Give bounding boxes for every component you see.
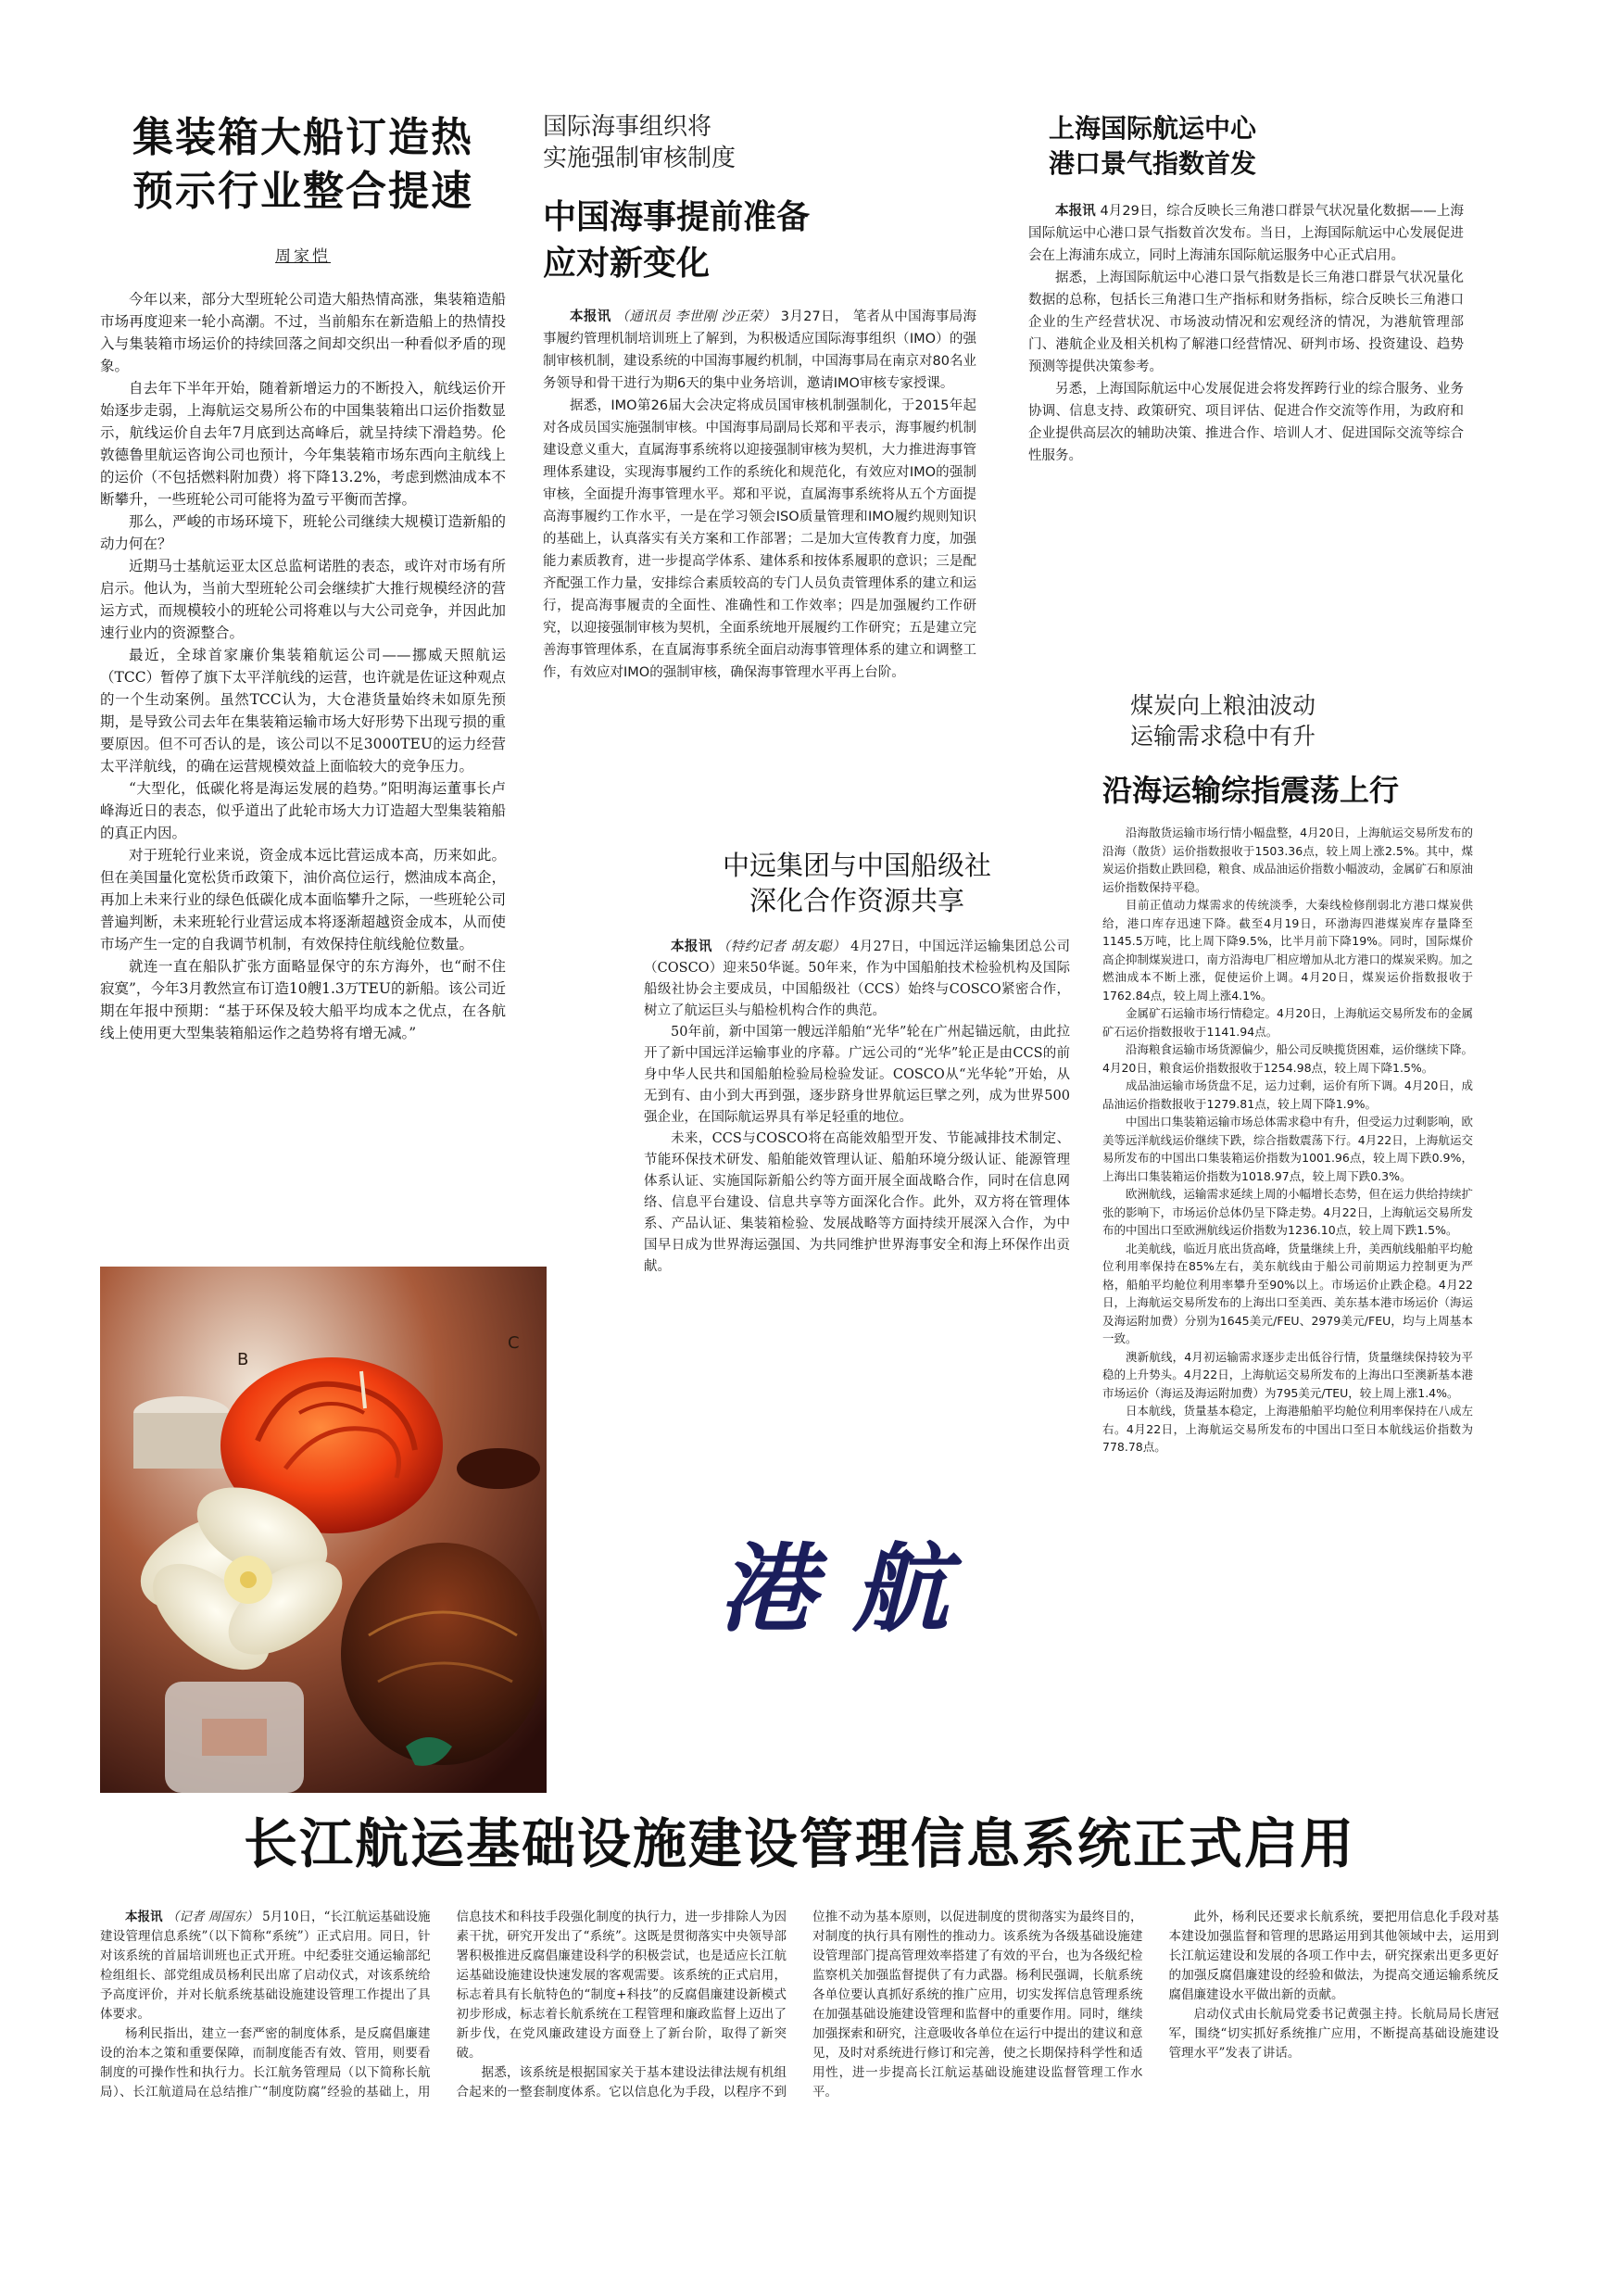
article-cosco (644, 848, 1070, 1367)
paragraph: 沿海散货运输市场行情小幅盘整，4月20日，上海航运交易所发布的沿海（散货）运价指数报收于1503.36点，较上周上涨2.5%。其中，煤炭运价指数止跌回稳，粮食、成品油运价指数小幅波动，金属矿石和原油运价指数保持平稳。 (1102, 826, 1474, 894)
paragraph: “大型化，低碳化将是海运发展的趋势。”阳明海运董事长卢峰海近日的表态，似乎道出了此轮市场大力订造超大型集装箱船的真正内因。 (100, 780, 506, 841)
article-coastal-index (1102, 690, 1473, 1751)
paragraph (1028, 200, 1464, 267)
paragraph: 目前正值动力煤需求的传统淡季，大秦线检修削弱北方港口煤炭供给，港口库存迅速下降。截至4月19日，环渤海四港煤炭库存量降至1145.5万吨，比上周下降9.5%，比半月前下降19%。同时，国际煤价高企抑制煤炭进口，南方沿海电厂相应增加从北方港口的煤炭采购。加之燃油成本不断上涨，促使运价上调。4月20日，煤炭运价指数报收于1762.84点，较上周上涨4.1%。 (1102, 898, 1474, 1003)
tealight-left-body (133, 1413, 230, 1469)
paragraph: 金属矿石运输市场行情稳定。4月20日，上海航运交易所发布的金属矿石运价指数报收于1141.94点。 (1102, 1006, 1473, 1039)
paragraph: 澳新航线，4月初运输需求逐步走出低谷行情，货量继续保持较为平稳的上升势头。4月22日，上海航运交易所发布的上海出口至澳新基本港市场运价（海运及海运附加费）为795美元/TEU，较上周上涨1.4%。 (1102, 1349, 1473, 1400)
paragraph: 此外，杨利民还要求长航系统，要把用信息化手段对基本建设加强监督和管理的思路运用到其他领域中去，运用到长江航运建设和发展的各项工作中去，研究探索出更多更好的加强反腐倡廉建设的经验和做法，为提高交通运输系统反腐倡廉建设水平做出新的贡献。 (1168, 1910, 1499, 2002)
paragraph: 沿海粮食运输市场货源偏少，船公司反映揽货困难，运价继续下降。4月20日，粮食运价指数报收于1254.98点，较上周下降1.5%。 (1102, 1042, 1474, 1075)
headline (100, 111, 506, 219)
article-container-ships (100, 111, 506, 1084)
paragraph: 北美航线，临近月底出货高峰，货量继续上升，美西航线船舶平均舱位利用率保持在85%左右，美东航线由于船公司前期运力控制更为严格，船舶平均舱位利用率攀升至90%以上。市场运价止跌企稳。4月22日，上海航运交易所发布的上海出口至美西、美东基本港市场运价（海运及海运附加费）分别为1645美元/FEU、2979美元/FEU，均与上周基本一致。 (1102, 1241, 1474, 1345)
paragraph: 杨利民指出，建立一套严密的制度体系，是反腐倡廉建设的治本之策和重要保障，而制度能否有效、管用，则要看制度的可操作性和执行力。长江航务管理局（以下简称长航局）、长江航道局在总结推广“制度防腐”经验的基础上，用信息技术和科技手段强化制度的执行力，进一步排除人为因素干扰，研究开发出了“系统”。这既是贯彻落实中央领导部署积极推进反腐倡廉建设科学的积极尝试，也是适应长江航运基础设施建设快速发展的客观需要。该系统的正式启用，标志着具有长航特色的“制度+科技”的反腐倡廉建设新模式初步形成，标志着长航系统在工程管理和廉政监督上迈出了新步伐，在党风廉政建设方面登上了新台阶，取得了新突破。 (100, 1910, 787, 2100)
photo-label-b: B (237, 1350, 249, 1369)
headline-line: 预示行业整合提速 (132, 168, 473, 215)
paragraph: 今年以来，部分大型班轮公司造大船热情高涨，集装箱造船市场再度迎来一轮小高潮。不过，当前船东在新造船上的热情投入与集装箱市场运价的持续回落之间却交织出一种看似矛盾的现象。 (100, 291, 506, 374)
paragraph: 那么，严峻的市场环境下，班轮公司继续大规模订造新船的动力何在？ (100, 513, 506, 552)
article-body (543, 306, 976, 684)
paragraph-text: 4月29日，综合反映长三角港口群景气状况量化数据——上海国际航运中心港口景气指数首次发布。当日，上海国际航运中心发展促进会在上海浦东成立，同时上海浦东国际航运服务中心正式启用。 (1028, 204, 1464, 263)
headline-line: 港口景气指数首发 (1049, 148, 1257, 179)
article-body (100, 288, 506, 1044)
paragraph (543, 306, 976, 395)
dateline: 3月27日， (780, 309, 849, 324)
paragraph: 启动仪式由长航局党委书记黄强主持。长航局局长唐冠军，围绕“切实抓好系统推广应用，不断提高基础设施建设管理水平”发表了讲话。 (1168, 2007, 1499, 2061)
headline-line: 上海国际航运中心 (1049, 113, 1257, 144)
kicker (1102, 690, 1473, 751)
section-title: 港航 (718, 1532, 986, 1646)
paragraph (644, 937, 1070, 1022)
photo-frame-edge (100, 1255, 547, 1267)
lead-marker: 本报讯 (125, 1910, 163, 1924)
paragraph: 欧洲航线，运输需求延续上周的小幅增长态势，但在运力供给持续扩张的影响下，市场运价总体仍呈下降走势。4月22日，上海航运交易所发布的中国出口至欧洲航线运价指数为1236.10点，较上周下跌1.5%。 (1102, 1187, 1474, 1237)
headline (644, 848, 1070, 918)
paragraph: 最近，全球首家廉价集装箱航运公司——挪威天照航运（TCC）暂停了旗下太平洋航线的运营，也许就是佐证这种观点的一个生动案例。虽然TCC认为，大仓港货量始终未如原先预期，是导致公司去年在集装箱运输市场大好形势下出现亏损的重要原因。但不可否认的是，该公司以不足3000TEU的运力经营太平洋航线，的确在运营规模效益上面临较大的竞争压力。 (100, 647, 506, 775)
article-body (1102, 824, 1473, 1457)
kicker-line: 国际海事组织将 (543, 113, 712, 141)
byline-author: 周家恺 (275, 247, 331, 266)
article-imo (543, 111, 976, 815)
paragraph: 未来，CCS与COSCO将在高能效船型开发、节能减排技术制定、节能环保技术研发、船舶能效管理认证、船舶环境分级认证、能源管理体系认证、实施国际新船公约等方面开展全面战略合作，同时在信息网络、信息平台建设、信息共享等方面深化合作。此外，双方将在管理体系、产品认证、集装箱检验、发展战略等方面持续开展深入合作，为中国早日成为世界海运强国、为共同维护世界海事安全和海上环保作出贡献。 (644, 1131, 1070, 1274)
paragraph-text: 5月10日，“长江航运基础设施建设管理信息系统”（以下简称“系统”）正式启用。同日，针对该系统的首届培训班也正式开班。中纪委驻交通运输部纪检组组长、部党组成员杨利民出席了启动仪式，对该系统给予高度评价，并对长航系统基础设施建设管理工作提出了具体要求。 (100, 1910, 431, 2022)
paragraph: 近期马士基航运亚太区总监柯诺胜的表态，或许对市场有所启示。他认为，当前大型班轮公司会继续扩大推行规模经济的营运方式，而规模较小的班轮公司将难以与大公司竞争，并因此加速行业内的资源整合。 (100, 558, 506, 641)
paragraph: 据悉，上海国际航运中心港口景气指数是长三角港口群景气状况量化数据的总称，包括长三角港口生产指标和财务指标，综合反映长三角港口企业的生产经营状况、市场波动情况和宏观经济的情况，为港航管理部门、港航企业及相关机构了解港口经营情况、研判市场、投资建设、趋势预测等提供决策参考。 (1028, 271, 1464, 374)
headline: 长江航运基础设施建设管理信息系统正式启用 (243, 1812, 1355, 1875)
byline: （记者 周国东） (166, 1910, 258, 1924)
article-body (100, 1908, 1499, 2204)
article-body (644, 937, 1070, 1278)
paragraph: 对于班轮行业来说，资金成本远比营运成本高，历来如此。但在美国量化宽松货币政策下，油价高位运行，燃油成本高企，再加上未来行业的绿色低碳化成本面临攀升之际，一些班轮公司普遍判断，未来班轮行业营运成本将逐渐超越资金成本，从而使市场产生一定的自我调节机制，有效保持住航线舱位数量。 (100, 847, 506, 952)
paragraph-text: 笔者从中国海事局海事履约管理机制培训班上了解到，为积极适应国际海事组织（IMO）的强制审核机制，建设系统的中国海事履约机制，中国海事局在南京对80名业务领导和骨干进行为期6天的集中业务培训，邀请IMO审核专家授课。 (543, 309, 977, 391)
headline-line: 集装箱大船订造热 (132, 114, 473, 161)
jar-label (202, 1719, 267, 1756)
candle-holder-right (457, 1448, 540, 1489)
article-body (1028, 200, 1464, 467)
kicker-line: 运输需求稳中有升 (1130, 723, 1316, 750)
paragraph: 50年前，新中国第一艘远洋船舶“光华”轮在广州起锚远航，由此拉开了新中国远洋运输事业的序幕。广远公司的“光华”轮正是由CCS的前身中华人民共和国船舶检验局检验发证。COSCO从“光华轮”开始，从无到有、由小到大再到强，逐步跻身世界航运巨擘之列，成为世界500强企业，在国际航运界具有举足轻重的地位。 (644, 1025, 1070, 1125)
headline-line: 中远集团与中国船级社 (722, 850, 991, 881)
paragraph: 据悉，IMO第26届大会决定将成员国审核机制强制化，于2015年起对各成员国实施强制审核。中国海事局副局长郑和平表示，海事履约机制建设意义重大，直属海事系统将以迎接强制审核为契机，大力推进海事管理体系建设，实现海事履约工作的系统化和规范化，有效应对IMO的强制审核，全面提升海事管理水平。郑和平说，直属海事系统将从五个方面提高海事履约工作水平，一是在学习领会ISO质量管理和IMO履约规则知识的基础上，认真落实有关方案和工作部署；二是加大宣传教育力度，加强能力素质教育，进一步提高学体系、建体系和按体系履职的意识；三是配齐配强工作力量，安排综合素质较高的专门人员负责管理体系的建立和运行，提高海事履责的全面性、准确性和工作效率；四是加强履约工作研究，以迎接强制审核为契机，全面系统地开展履约工作研究；五是建立完善海事管理体系，在直属海事系统全面启动海事管理体系的建立和调整工作，有效应对IMO的强制审核，确保海事管理水平再上台阶。 (543, 398, 976, 680)
headline-line: 中国海事提前准备 (543, 198, 811, 236)
paragraph: 成品油运输市场货盘不足，运力过剩，运价有所下调。4月20日，成品油运价指数报收于1279.81点，较上周下降1.9%。 (1102, 1078, 1473, 1111)
kicker-line: 煤炭向上粮油波动 (1130, 692, 1316, 719)
byline: （通讯员 李世刚 沙正荣） (615, 309, 776, 324)
paragraph: 另悉，上海国际航运中心发展促进会将发挥跨行业的综合服务、业务协调、信息支持、政策研究、项目评估、促进合作交流等作用，为政府和企业提供高层次的辅助决策、推进合作、培训人才、促进国际交流等综合性服务。 (1028, 382, 1464, 463)
paragraph: 自去年下半年开始，随着新增运力的不断投入，航线运价开始逐步走弱，上海航运交易所公布的中国集装箱出口运价指数显示，航线运价自去年7月底到达高峰后，就呈持续下滑趋势。伦敦德鲁里航运咨询公司也预计，今年集装箱市场东西向主航线上的运价（不包括燃料附加费）将下降13.2%，考虑到燃油成本不断攀升，一些班轮公司可能将为盈亏平衡而苦撑。 (100, 380, 506, 508)
article-yangtze (100, 1811, 1499, 2238)
candle-photo-illustration (100, 1255, 547, 1793)
headline-line: 应对新变化 (543, 245, 711, 283)
byline: （特约记者 胡友聪） (716, 940, 847, 954)
paragraph: 日本航线，货量基本稳定，上海港船舶平均舱位利用率保持在八成左右。4月22日，上海航运交易所发布的中国出口至日本航线运价指数为778.78点。 (1102, 1404, 1474, 1454)
headline (543, 195, 976, 287)
kicker-line: 实施强制审核制度 (543, 145, 736, 172)
headline: 沿海运输综指震荡上行 (1102, 773, 1400, 808)
lead-marker: 本报讯 (1055, 204, 1096, 219)
paragraph: 中国出口集装箱运输市场总体需求稳中有升，但受运力过剩影响，欧美等远洋航线运价继续下跌，综合指数震荡下行。4月22日，上海航运交易所发布的中国出口集装箱运价指数为1001.96点，较上周下跌0.9%，上海出口集装箱运价指数为1018.97点，较上周下跌0.3%。 (1102, 1115, 1474, 1183)
lead-marker: 本报讯 (671, 940, 712, 954)
paragraph (100, 1908, 431, 2024)
photo-candles (100, 1255, 547, 1793)
photo-label-c: C (508, 1333, 520, 1353)
paragraph: 就连一直在船队扩张方面略显保守的东方海外，也“耐不住寂寞”，今年3月教然宣布订造10艘1.3万TEU的新船。该公司近期在年报中预期：“基于环保及较大船平均成本之优点，在各航线上使用更大型集装箱船运作之趋势将有增无减。” (100, 958, 506, 1041)
dark-pot (341, 1543, 545, 1765)
paragraph: 据悉，该系统是根据国家关于基本建设法律法规有机组合起来的一整套制度体系。它以信息化为手段，以程序不到位推不动为基本原则，以促进制度的贯彻落实为最终目的，对制度的执行具有刚性的推动力。该系统为各级基础设施建设管理部门提高管理效率搭建了有效的平台，也为各级纪检监察机关加强监督提供了有力武器。杨利民强调，长航系统各单位要认真抓好系统的推广应用，切实发挥信息管理系统在加强基础设施建设管理和监督中的重要作用。同时，继续加强探索和研究，注意吸收各单位在运行中提出的建议和意见，及时对系统进行修订和完善，使之长期保持科学性和适用性，进一步提高长江航运基础设施建设监督管理工作水平。 (456, 1910, 1143, 2100)
headline (1028, 111, 1464, 182)
kicker (543, 111, 976, 174)
paragraph-text: 4月27日，中国远洋运输集团总公司（COSCO）迎来50华诞。50年来，作为中国船舶技术检验机构及国际船级社协会主要成员，中国船级社（CCS）始终与COSCO紧密合作，树立了航运巨头与船检机构合作的典范。 (644, 940, 1071, 1018)
article-port-index (1028, 111, 1464, 602)
headline-line: 深化合作资源共享 (749, 885, 964, 916)
lead-marker: 本报讯 (570, 309, 611, 324)
